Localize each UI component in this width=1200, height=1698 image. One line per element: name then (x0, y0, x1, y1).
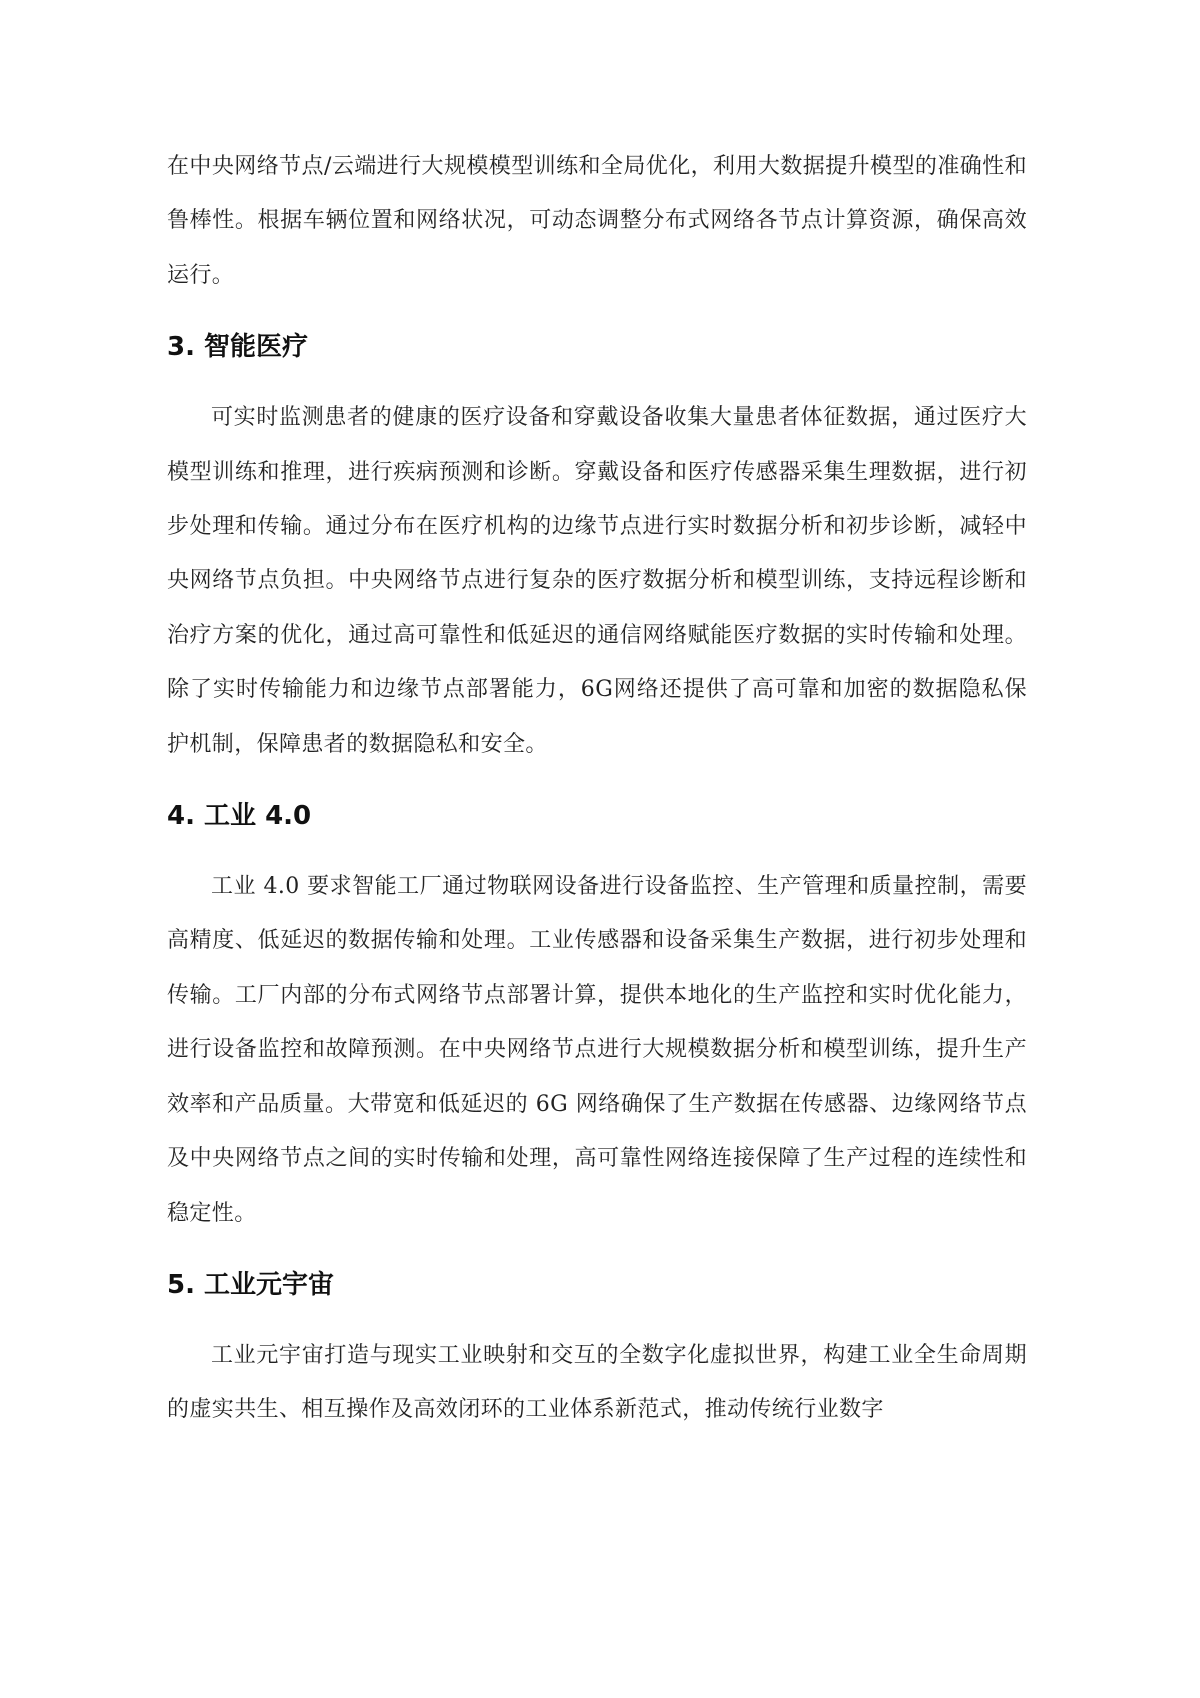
section-heading-industry-4: 4. 工业 4.0 (167, 801, 312, 832)
spacer (167, 1241, 1027, 1265)
continuation-paragraph: 在中央网络节点/云端进行大规模模型训练和全局优化，利用大数据提升模型的准确性和鲁棒性。根据车辆位置和网络状况，可动态调整分布式网络各节点计算资源，确保高效运行。 (167, 154, 1027, 288)
spacer (167, 836, 1027, 860)
document-page (167, 140, 1027, 1438)
section-paragraph-industry-4: 工业 4.0 要求智能工厂通过物联网设备进行设备监控、生产管理和质量控制，需要高精度、低延迟的数据传输和处理。工业传感器和设备采集生产数据，进行初步处理和传输。工厂内部的分布式网络节点部署计算，提供本地化的生产监控和实时优化能力，进行设备监控和故障预测。在中央网络节点进行大规模数据分析和模型训练，提升生产效率和产品质量。大带宽和低延迟的 6G 网络确保了生产数据在传感器、边缘网络节点及中央网络节点之间的实时传输和处理，高可靠性网络连接保障了生产过程的连续性和稳定性。 (167, 874, 1027, 1226)
spacer (167, 367, 1027, 391)
spacer (167, 303, 1027, 327)
section-paragraph-smart-healthcare: 可实时监测患者的健康的医疗设备和穿戴设备收集大量患者体征数据，通过医疗大模型训练和推理，进行疾病预测和诊断。穿戴设备和医疗传感器采集生理数据，进行初步处理和传输。通过分布在医疗机构的边缘节点进行实时数据分析和初步诊断，减轻中央网络节点负担。中央网络节点进行复杂的医疗数据分析和模型训练，支持远程诊断和治疗方案的优化，通过高可靠性和低延迟的通信网络赋能医疗数据的实时传输和处理。除了实时传输能力和边缘节点部署能力，6G网络还提供了高可靠和加密的数据隐私保护机制，保障患者的数据隐私和安全。 (167, 405, 1027, 757)
spacer (167, 772, 1027, 796)
section-heading-smart-healthcare: 3. 智能医疗 (167, 332, 309, 363)
section-paragraph-industrial-metaverse: 工业元宇宙打造与现实工业映射和交互的全数字化虚拟世界，构建工业全生命周期的虚实共生、相互操作及高效闭环的工业体系新范式，推动传统行业数字 (167, 1342, 1027, 1423)
section-heading-industrial-metaverse: 5. 工业元宇宙 (167, 1269, 335, 1300)
spacer (167, 1305, 1027, 1329)
